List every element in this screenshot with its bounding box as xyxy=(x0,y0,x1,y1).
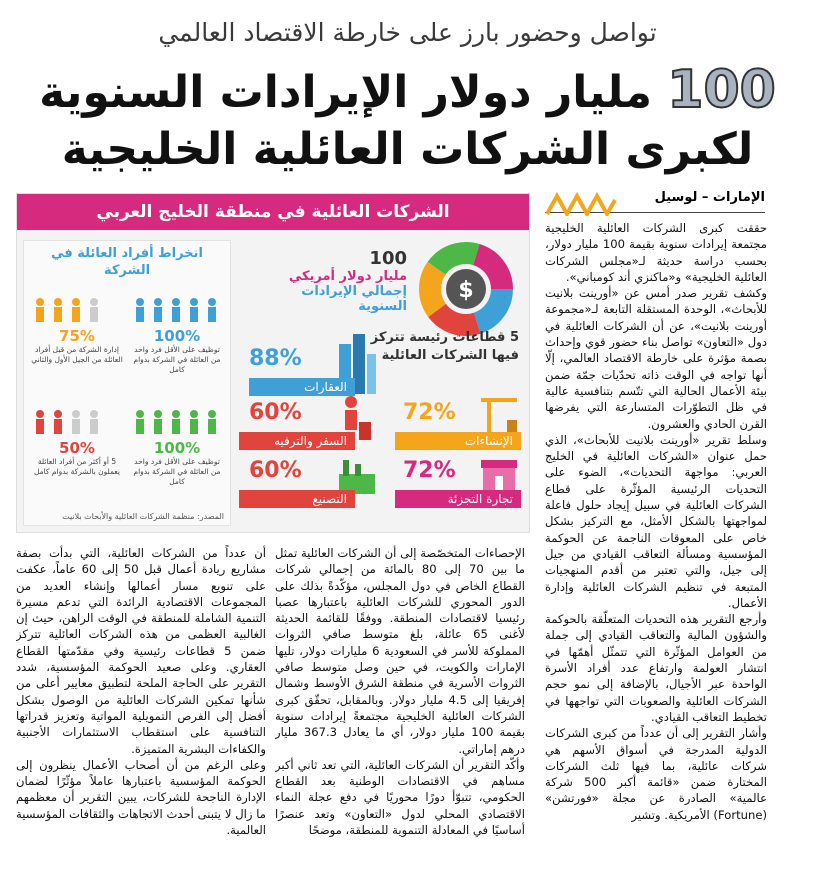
family-people-icon xyxy=(132,297,222,323)
family-text: توظيف على الأقل فرد واحد من العائلة في الشركة بدوام كامل xyxy=(133,457,221,486)
crane-icon xyxy=(479,394,519,434)
sector-label-manufacturing: التصنيع xyxy=(239,490,355,508)
sector-label-construction: الإنشاءات xyxy=(395,432,521,450)
sector-pct-retail: 72% xyxy=(403,458,456,483)
source-tag: الإمارات – لوسيل xyxy=(545,190,765,213)
sector-label-real-estate: العقارات xyxy=(249,378,355,396)
paragraph: الإحصاءات المتخصّصة إلى أن الشركات العائلية تمثل ما بين 70 إلى 80 بالمائة من إجمالي شركات القطاع الخاص في دول المجلس، مؤكّدةً بذلك على الدور المحوري للشركات العائلية باعتبارها عصبا رئيسيا لاقتصادات المنطقة. ووفقًا للقائمة الحديثة لأغنى 65 عائلة، بلغ متوسط صافي الثروات المملوكة للأسر في السعودية 6 مليارات دولار، تليها الإمارات والكويت، في حين وصل متوسط صافي الثروات الأسرية في منطقة الشرق الأوسط وشمال إفريقيا إلى 4.5 مليار دولار. وبالمقابل، تحقّق كبرى الشركات العائلية الخليجية مجتمعةً إيرادات سنوية بقيمة 100 مليار دولار، أي ما يعادل 367.3 مليار درهم إماراتي. xyxy=(275,546,525,756)
family-title: انخراط أفراد العائلة في الشركة xyxy=(51,246,203,278)
headline-line-2: لكبرى الشركات العائلية الخليجية xyxy=(61,124,754,175)
family-text: إدارة الشركة من قبل أفراد العائلة من الجيل الأول والثاني xyxy=(31,345,123,364)
revenue-line1: مليار دولار أمريكي xyxy=(288,269,407,284)
revenue-donut-icon xyxy=(417,240,515,338)
sector-pct-manufacturing: 60% xyxy=(249,458,302,483)
paragraph: أن عدداً من الشركات العائلية، التي بدأت بصفة مشاريع ريادة أعمال قبل 50 إلى 60 عاماً، عكفت على تنويع مسار أعمالها وإنشاء العديد من المجموعات الاقتصادية الرائدة التي تدعم مسيرة التنمية الشاملة للمنطقة في الوقت الراهن، حيث إن الغالبية العظمى من هذه الشركات العائلية تتركز ضمن 5 قطاعات رئيسية وفي مقدّمتها القطاع العقاري. وعلى صعيد الحوكمة المؤسسية، شدد التقرير على الحاجة الملحة لتطبيق معايير أعلى من شأنها تمكين الشركات العائلية من الوصول بشكل أفضل إلى الفرص التمويلية المواتية وتعزيز قدراتها التنافسية على استقطاب الاستثمارات الأجنبية والكفاءات البشرية المتميزة. xyxy=(16,546,266,756)
family-pct: 100% xyxy=(153,439,201,457)
family-pct: 100% xyxy=(153,327,201,345)
family-cell xyxy=(30,297,124,365)
family-cell xyxy=(130,297,224,375)
paragraph: وكشف تقرير صدر أمس عن «أورينت بلانيت للأبحاث»، الوحدة المستقلة التابعة لـ«مجموعة أورينت بلانيت»، عن أن الشركات العائلية في دول «التعاون» تواصل بناء حضور قوي وإحداث بصمة مؤثرة على خارطة الاقتصاد العالمي، إلّا أنها تواجه في الوقت ذاته تحدّيات جمّة ضمن بيئة الأعمال الحالية التي تتّسم بتنافسية عالية في ظل التطوّرات المتسارعة التي يفرضها القرن الحادي والعشرون. xyxy=(545,286,767,431)
article-column-right xyxy=(545,220,767,880)
revenue-block xyxy=(257,248,407,314)
article-column-middle xyxy=(275,545,525,883)
sector-pct-travel: 60% xyxy=(249,400,302,425)
paragraph: حققت كبرى الشركات العائلية الخليجية مجتمعة إيرادات سنوية بقيمة 100 مليار دولار، بحسب دراسة حديثة لـ«مجلس الشركات العائلية الخليجية» و«ماكنزي أند كومباني». xyxy=(545,221,767,284)
infographic-banner: الشركات العائلية في منطقة الخليج العربي xyxy=(17,194,529,230)
family-text: 5 أو أكثر من أفراد العائلة يعملون بالشركة بدوام كامل xyxy=(33,457,121,476)
family-pct: 75% xyxy=(59,327,95,345)
article-column-left xyxy=(16,545,266,883)
paragraph: وأرجع التقرير هذه التحديات المتعلّقة بالحوكمة والشؤون المالية والتعاقب القيادي إلى جملة من العوامل المؤثّرة التي تتمثّل أهمّها في انتشار العولمة وارتفاع عدد أفراد الأسرة الواحدة عبر الأجيال، بالإضافة إلى نمو حجم الشركات العائلية والصعوبات التي تواجهها في تخطيط التعاقب القيادي. xyxy=(545,612,767,724)
tag-source: لوسيل xyxy=(654,190,698,205)
svg-text:$: $ xyxy=(458,278,474,303)
paragraph: وعلى الرغم من أن أصحاب الأعمال ينظرون إلى الحوكمة المؤسسية باعتبارها عاملاً مؤثّرًا لضمان الإدارة الناجحة للشركات، يبين التقرير أن معظمهم ما زال لا يتبنى أحدث الاتجاهات والثقافات المؤسسية العالمية. xyxy=(16,757,266,838)
family-people-icon xyxy=(32,297,122,323)
revenue-line2: إجمالي الإيرادات السنوية xyxy=(301,284,407,314)
family-cell xyxy=(30,409,124,477)
infographic xyxy=(16,193,530,533)
sectors-title: 5 قطاعات رئيسة تتركز فيها الشركات العائلية xyxy=(370,330,519,363)
family-people-icon xyxy=(32,409,122,435)
sector-label-retail: تجارة التجزئة xyxy=(395,490,521,508)
sector-pct-real-estate: 88% xyxy=(249,346,302,371)
tag-location: الإمارات xyxy=(712,190,765,205)
family-panel xyxy=(23,240,231,526)
revenue-value: 100 xyxy=(369,248,407,269)
paragraph: وسلط تقرير «أورينت بلانيت للأبحاث»، الذي حمل عنوان «الشركات العائلية في الخليج العربي: مواجهة التحديات»، الضوء على التحديات الرئيسية المؤثّرة على قطاع الشركات العائلية في سبيل إيجاد حلول فاعلة لمواجهتها بالشكل الأمثل، مع التركيز بشكل خاص على المعوقات الناجمة عن الحوكمة المؤسسية ومسألة التعاقب القيادي من جيل إلى جيل، والتي تعتبر من أقدم المنهجيات المتبعة في تنظيم الشركات العائلية وإدارة الأعمال. xyxy=(545,432,767,610)
family-cell xyxy=(130,409,224,487)
paragraph: وأكّد التقرير أن الشركات العائلية، التي تعد ثاني أكبر مساهم في الاقتصادات الوطنية بعد القطاع الحكومي، تتبوّأ دورًا محوريًا في دفع عجلة النماء الاقتصادي المحلي لدول «التعاون» وتعد عنصرًا أساسيًا في المعادلة التنموية للمنطقة، موضحًا xyxy=(275,757,525,838)
headline-subtitle: تواصل وحضور بارز على خارطة الاقتصاد العالمي xyxy=(158,18,657,47)
sector-pct-construction: 72% xyxy=(403,400,456,425)
headline-number: 100 xyxy=(667,60,776,120)
zigzag-icon xyxy=(545,186,617,216)
headline-line-1 xyxy=(30,62,785,121)
infographic-source-note: المصدر: منظمة الشركات العائلية والأبحاث بلانيت xyxy=(62,512,224,521)
sector-label-travel: السفر والترفيه xyxy=(239,432,355,450)
family-pct: 50% xyxy=(59,439,95,457)
headline-text-1: مليار دولار الإيرادات السنوية xyxy=(39,67,652,118)
family-people-icon xyxy=(132,409,222,435)
family-text: توظيف على الأقل فرد واحد من العائلة في الشركة بدوام كامل xyxy=(133,345,221,374)
paragraph: وأشار التقرير إلى أن عدداً من كبرى الشركات الدولية المدرجة في أسواق الأسهم هي شركات عائلية، بما فيها ثلث الشركات المختارة ضمن «قائمة أكبر 500 شركة عالمية» الصادرة عن مجلة «فورتشن» (Fortune) الأمريكية. وتشير xyxy=(545,726,767,822)
